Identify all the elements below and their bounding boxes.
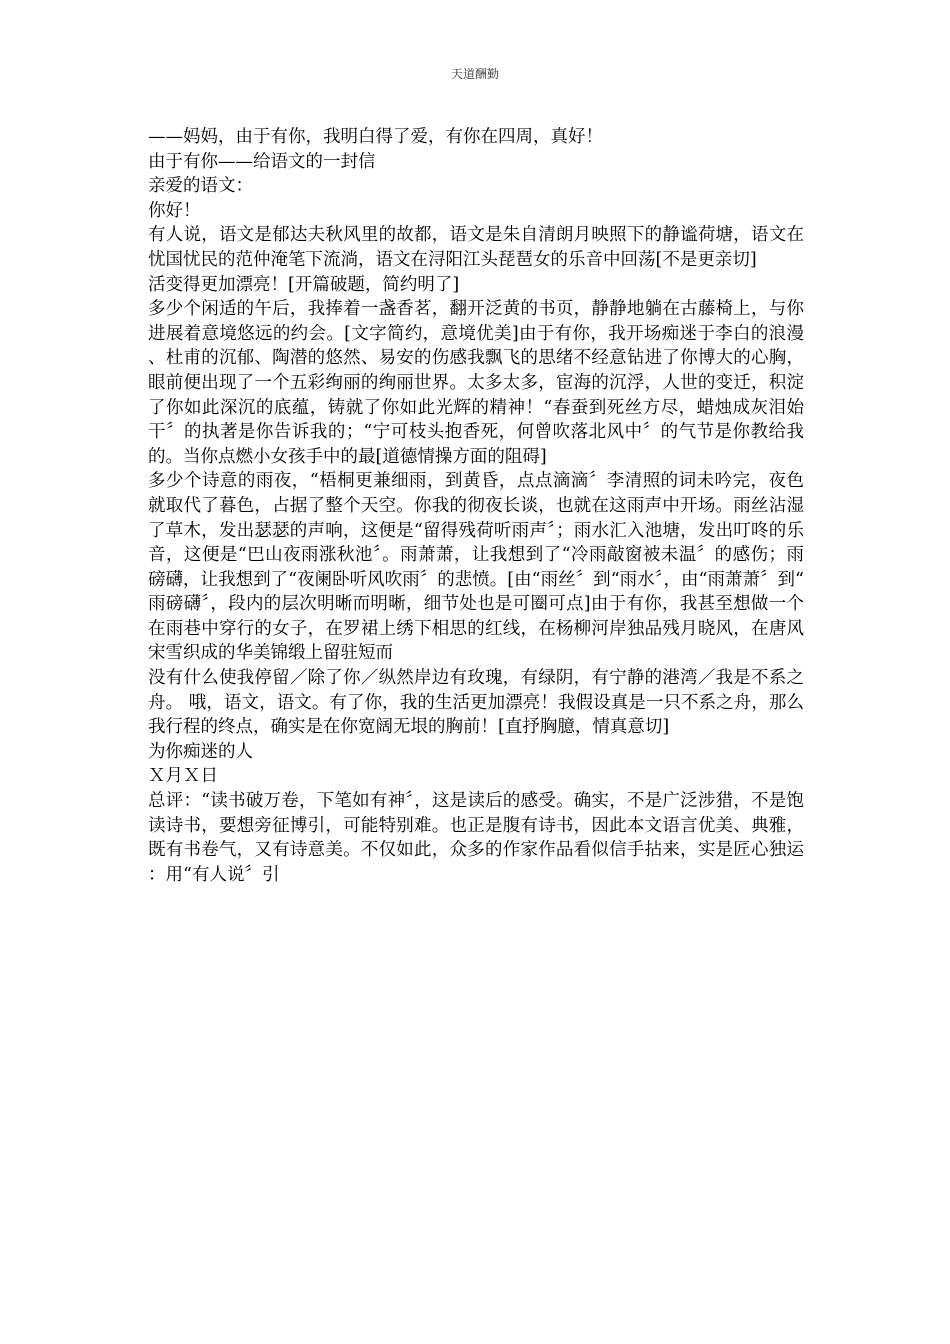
closing-line: ——妈妈，由于有你，我明白得了爱，有你在四周，真好！ [148, 127, 603, 147]
salutation: 亲爱的语文： [148, 176, 253, 197]
paragraph-rain-night: 多少个诗意的雨夜，“梧桐更兼细雨，到黄昏，点点滴滴〞李清照的词未吟完，夜色就取代了暮色，占据了整个天空。你我的彻夜长谈，也就在这雨声中开场。雨丝沾湿了草木，发出瑟瑟的声响，这便是“留得残荷听雨声〞；雨水汇入池塘，发出叮咚的乐音，这便是“巴山夜雨涨秋池〞。雨萧萧，让我想到了“冷雨敲窗被未温〞的感伤；雨磅礴，让我想到了“夜阑卧听风吹雨〞的悲愤。[由“雨丝〞到“雨水〞，由“雨萧萧〞到“雨磅礴〞，段内的层次明晰而明晰，细节处也是可圈可点]由于有你，我甚至想做一个在雨巷中穿行的女子，在罗裙上绣下相思的红线，在杨柳河岸独品残月晓风，在唐风宋雪织成的华美锦缎上留驻短而 [148, 471, 804, 664]
paragraph-afternoon: 多少个闲适的午后，我捧着一盏香茗，翻开泛黄的书页，静静地躺在古藤椅上，与你进展着意境悠远的约会。[文字简约，意境优美]由于有你，我开场痴迷于李白的浪漫、杜甫的沉郁、陶潜的悠然、易安的伤感我飘飞的思绪不经意钻进了你博大的心胸，眼前便出现了一个五彩绚丽的绚丽世界。太多太多，宦海的沉浮，人世的变迁，积淀了你如此深沉的底蕴，铸就了你如此光辉的精神！“春蚕到死丝方尽，蜡烛成灰泪始干〞的执著是你告诉我的；“宁可枝头抱香死，何曾吹落北风中〞的气节是你教给我的。当你点燃小女孩手中的最[道德情操方面的阻碍] [148, 299, 804, 467]
paragraph-intro: 有人说，语文是郁达夫秋风里的故都，语文是朱自清朗月映照下的静谧荷塘，语文在忧国忧民的范仲淹笔下流淌，语文在浔阳江头琵琶女的乐音中回荡[不是更亲切] [148, 225, 804, 270]
date-line: Ｘ月Ｘ日 [148, 766, 218, 787]
paragraph-poem: 没有什么使我停留／除了你／纵然岸边有玫瑰，有绿阴，有宁静的港湾／我是不系之舟。 哦，语文，语文。有了你，我的生活更加漂亮！我假设真是一只不系之舟，那么我行程的终点，确实是在你宽阔无垠的胸前！[直抒胸臆，情真意切] [148, 668, 804, 738]
paragraph-review: 总评：“读书破万卷，下笔如有神〞，这是读后的感受。确实，不是广泛涉猎，不是饱读诗书，要想旁征博引，可能特别难。也正是腹有诗书，因此本文语言优美、典雅，既有书卷气，又有诗意美。不仅如此，众多的作家作品看似信手拈来，实是匠心独运：用“有人说〞引 [148, 791, 804, 885]
document-body [148, 125, 804, 887]
page-header: 天道酬勤 [450, 67, 499, 81]
letter-title: 由于有你——给语文的一封信 [148, 151, 376, 172]
signature: 为你痴迷的人 [148, 741, 253, 762]
greeting: 你好！ [148, 200, 201, 221]
paragraph-intro-continued: 活变得更加漂亮！[开篇破题，简约明了] [148, 274, 460, 295]
